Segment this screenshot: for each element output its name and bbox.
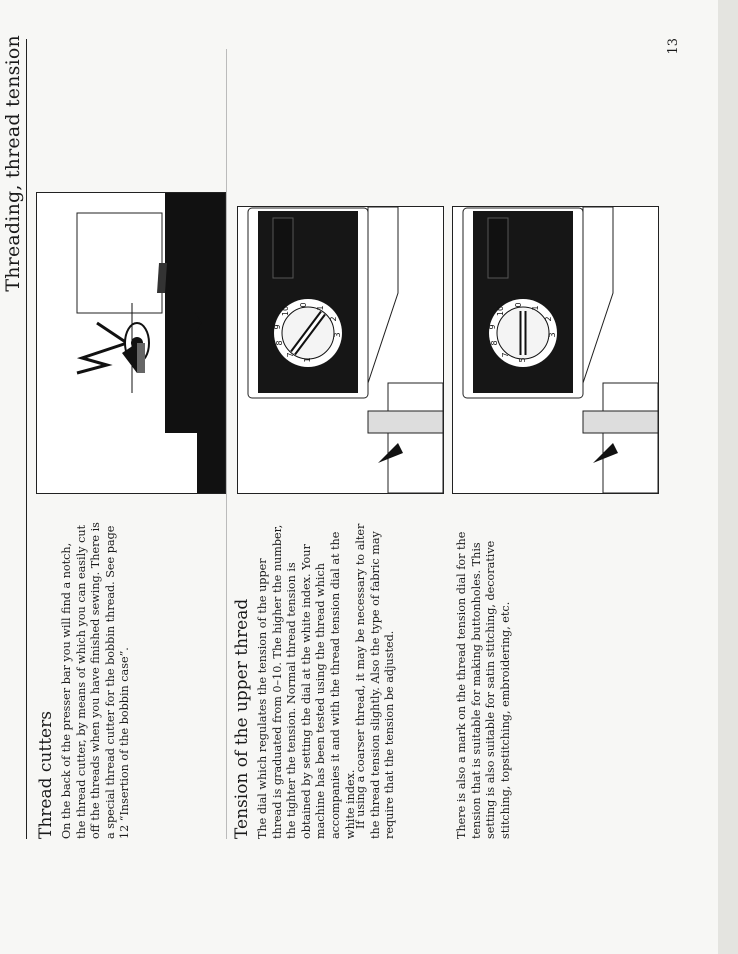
figure-thread-cutter xyxy=(36,192,226,494)
scan-edge-shadow xyxy=(718,0,738,954)
paragraph-buttonhole-mark: There is also a mark on the thread tension dial for the tension that is suitable for making buttonholes. This setting is also suitable for satin stitching, decorative stitching, topstitching, embroidering, etc. xyxy=(455,531,512,839)
dial-number: 2 xyxy=(329,316,338,322)
dial-number: 1 xyxy=(303,357,312,363)
section-divider xyxy=(226,49,227,839)
page-title: Threading, thread tension xyxy=(2,35,24,292)
dial-number: 3 xyxy=(333,332,342,338)
section-heading-thread-cutters: Thread cutters xyxy=(36,711,56,839)
paragraph-thread-cutters: On the back of the presser bar you will find a notch, the thread cutter, by means of which you can easily cut off the threads when you have finished sewing. There is a special thread cutter for the bobbin thread. See page 12 “Insertion of the bobbin case”. xyxy=(60,522,132,839)
page-number: 13 xyxy=(666,38,681,55)
paragraph-tension-adjust: If using a coarser thread, it may be necessary to alter the thread tension slightly. Also the type of fabric may require that the tension be adjusted. xyxy=(354,523,397,839)
dial-number: 5 xyxy=(518,357,527,363)
dial-number: 0 xyxy=(299,302,308,308)
dial-number: 10 xyxy=(281,305,290,317)
figure-tension-dial-normal xyxy=(237,206,444,494)
dial-number: 7 xyxy=(286,352,295,358)
dial-number: 9 xyxy=(273,324,282,330)
figure-tension-dial-buttonhole xyxy=(452,206,659,494)
title-rule xyxy=(26,39,27,839)
dial-number: 7 xyxy=(501,352,510,358)
dial-number: 1 xyxy=(316,305,325,311)
dial-number: 9 xyxy=(488,324,497,330)
dial-number: 0 xyxy=(514,302,523,308)
dial-number: 3 xyxy=(548,332,557,338)
dial-number: 10 xyxy=(496,305,505,317)
dial-number: 8 xyxy=(490,340,499,346)
dial-number: 1 xyxy=(531,305,540,311)
dial-number: 8 xyxy=(275,340,284,346)
section-heading-tension: Tension of the upper thread xyxy=(232,598,252,839)
dial-number: 2 xyxy=(544,316,553,322)
paragraph-tension-dial: The dial which regulates the tension of the upper thread is graduated from 0–10. The higher the number, the tighter the tension. Normal thread tension is obtained by setting the dial at the white index. Your machine has been tested using the thread which accompanies it and with the thread tension dial at the white index. xyxy=(256,524,357,839)
